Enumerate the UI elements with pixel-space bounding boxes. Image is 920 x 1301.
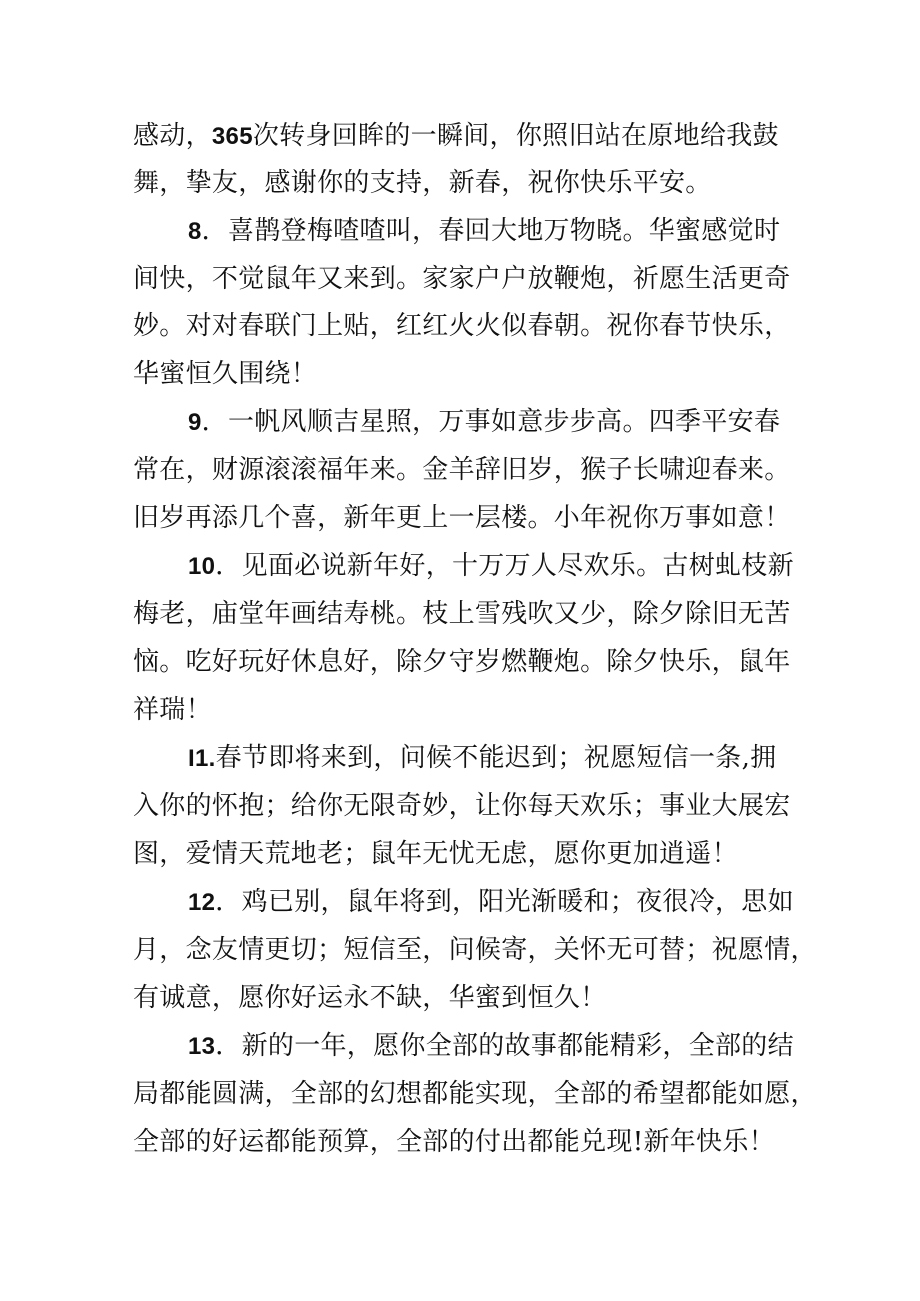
line-text: ．一帆风顺吉星照，万事如意步步高。四季平安春 (201, 407, 781, 437)
line-text: 春节即将来到，问候不能迟到；祝愿短信一条,拥 (215, 743, 777, 773)
item-number: 12 (188, 889, 216, 916)
line-text: 梅老，庙堂年画结寿桃。枝上雪残吹又少，除夕除旧无苦 (133, 599, 791, 629)
item-number: 9 (188, 409, 202, 436)
line-text: 恼。吃好玩好休息好，除夕守岁燃鞭炮。除夕快乐，鼠年 (133, 647, 791, 677)
inline-number: 365 (211, 123, 253, 150)
item-10-first-line (188, 542, 794, 590)
item-8-first-line (188, 207, 780, 255)
line-text: 图，爱情天荒地老；鼠年无忧无虑，愿你更加逍遥！ (133, 839, 738, 869)
line-text: ．鸡已别，鼠年将到，阳光渐暖和；夜很冷，思如 (215, 887, 794, 917)
line-text: 次转身回眸的一瞬间，你照旧站在原地给我鼓 (252, 121, 779, 151)
line-text: 有诚意，愿你好运永不缺，华蜜到恒久！ (133, 983, 607, 1013)
item-11-first-line (188, 734, 776, 782)
text-line (133, 255, 791, 303)
text-line (133, 782, 791, 830)
line-text: ．新的一年，愿你全部的故事都能精彩，全部的结 (215, 1031, 794, 1061)
text-line (133, 1070, 817, 1118)
line-text: 华蜜恒久围绕！ (133, 359, 318, 389)
item-number: I1. (188, 745, 216, 772)
text-line (133, 830, 738, 878)
line-text: ．喜鹊登梅喳喳叫，春回大地万物晓。华蜜感觉时 (201, 216, 781, 246)
item-12-first-line (188, 878, 794, 926)
line-text: 间快，不觉鼠年又来到。家家户户放鞭炮，祈愿生活更奇 (133, 264, 791, 294)
item-number: 13 (188, 1033, 216, 1060)
text-line (133, 590, 791, 638)
line-text: 月，念友情更切；短信至，问候寄，关怀无可替；祝愿情， (133, 935, 817, 965)
item-number: 8 (188, 218, 202, 245)
line-text: ．见面必说新年好，十万万人尽欢乐。古树虬枝新 (215, 551, 794, 581)
item-number: 10 (188, 553, 216, 580)
line-text: 祥瑞！ (133, 695, 212, 725)
line-text: 旧岁再添几个喜，新年更上一层楼。小年祝你万事如意！ (133, 503, 791, 533)
line-text: 局都能圆满，全部的幻想都能实现，全部的希望都能如愿， (133, 1079, 817, 1109)
text-line (133, 112, 779, 160)
line-text: 感动， (133, 121, 212, 151)
text-line (133, 350, 317, 398)
line-text: 全部的好运都能预算，全部的付出都能兑现!新年快乐！ (133, 1127, 775, 1157)
text-line (133, 1118, 775, 1166)
line-text: 妙。对对春联门上贴，红红火火似春朝。祝你春节快乐， (133, 311, 791, 341)
text-line (133, 302, 791, 350)
text-line (133, 926, 817, 974)
text-line (133, 686, 212, 734)
item-13-first-line (188, 1022, 794, 1070)
item-9-first-line (188, 398, 780, 446)
text-line (133, 446, 791, 494)
line-text: 入你的怀抱；给你无限奇妙，让你每天欢乐；事业大展宏 (133, 791, 791, 821)
line-text: 舞，挚友，感谢你的支持，新春，祝你快乐平安。 (133, 168, 712, 198)
line-text: 常在，财源滚滚福年来。金羊辞旧岁，猴子长啸迎春来。 (133, 455, 791, 485)
text-line (133, 638, 791, 686)
text-line (133, 974, 606, 1022)
text-line (133, 494, 791, 542)
text-line (133, 159, 712, 207)
